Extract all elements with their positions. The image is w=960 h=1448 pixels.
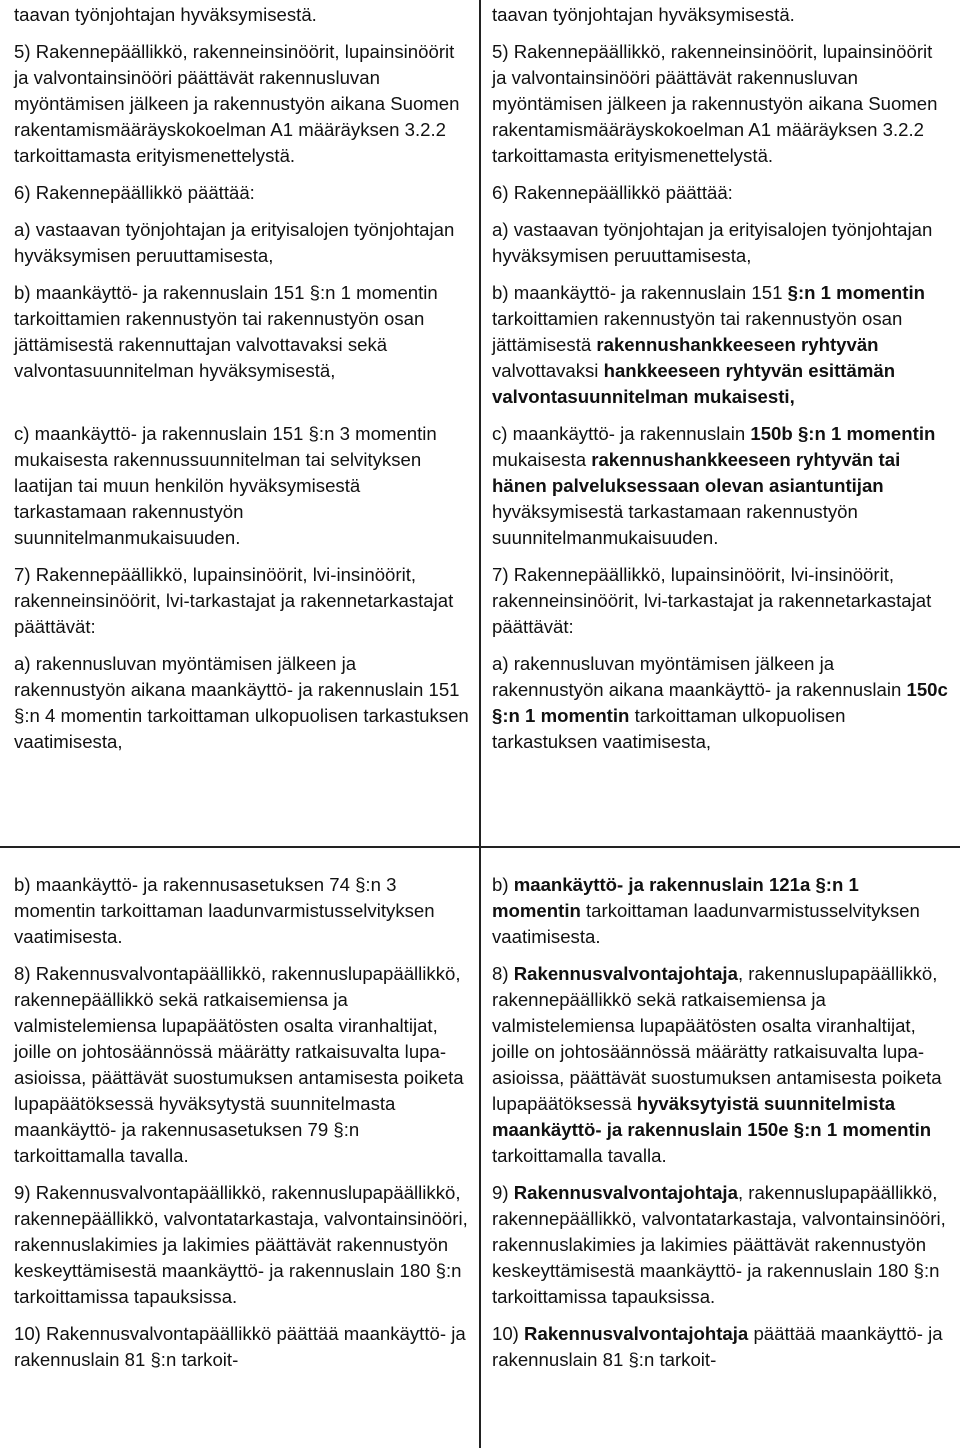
paragraph: c) maankäyttö- ja rakennuslain 150b §:n 1 momentin mukaisesta rakennushankkeeseen ryhtyvän tai hänen palveluksessaan olevan asiantuntijan hyväksymisestä tarkastamaan rakennustyön suunnitelmanmukaisuuden. <box>492 423 936 548</box>
paragraph: b) maankäyttö- ja rakennusasetuksen 74 §:n 3 momentin tarkoittaman laadunvarmistusselvityksen vaatimisesta. <box>14 874 435 947</box>
paragraph: 9) Rakennusvalvontajohtaja, rakennuslupapäällikkö, rakennepäällikkö, valvontatarkastaja, valvontainsinööri, rakennuslakimies ja lakimies päättävät rakennustyön keskeyttämisestä maankäyttö- ja rakennuslain 180 §:n tarkoittamissa tapauksissa. <box>492 1182 946 1307</box>
paragraph: 6) Rakennepäällikkö päättää: <box>14 182 255 203</box>
column-divider <box>479 0 481 1448</box>
paragraph: 6) Rakennepäällikkö päättää: <box>492 182 733 203</box>
paragraph: 8) Rakennusvalvontajohtaja, rakennuslupapäällikkö, rakennepäällikkö sekä ratkaisemiensa ja valmistelemiensa lupapäätösten osalta viranhaltijat, joille on johtosäännössä määrätty ratkaisuvalta lupa-asioissa, päättävät suostumuksen antamisesta poiketa lupapäätöksessä hyväksytyistä suunnitelmista maankäyttö- ja rakennuslain 150e §:n 1 momentin tarkoittamalla tavalla. <box>492 963 942 1166</box>
emphasis-text: rakennushankkeeseen ryhtyvän tai hänen palveluksessaan <box>492 449 901 496</box>
paragraph: b) maankäyttö- ja rakennuslain 151 §:n 1 momentin tarkoittamien rakennustyön tai rakennustyön osan jättämisestä rakennuttajan valvottavaksi sekä valvontasuunnitelman hyväksymisestä, <box>14 282 438 381</box>
paragraph: a) vastaavan työnjohtajan ja erityisalojen työnjohtajan hyväksymisen peruuttamisesta, <box>14 219 455 266</box>
emphasis-text: hyväksytyistä suunnitelmista maankäyttö- ja rakennuslain 150e §:n 1 momentin <box>492 1093 932 1140</box>
paragraph: b) maankäyttö- ja rakennuslain 151 §:n 1 momentin tarkoittamien rakennustyön tai rakennustyön osan jättämisestä rakennushankkeeseen ryhtyvän valvottavaksi hankkeeseen ryhtyvän esittämän valvontasuunnitelman mukaisesti, <box>492 282 926 407</box>
emphasis-text: maankäyttö- ja rakennuslain 121a §:n 1 momentin <box>492 874 859 921</box>
paragraph: taavan työnjohtajan hyväksymisestä. <box>14 4 317 25</box>
cell-bottom-left <box>14 872 470 1384</box>
emphasis-text: Rakennusvalvontajohtaja <box>513 963 738 984</box>
paragraph: 9) Rakennusvalvontapäällikkö, rakennuslupapäällikkö, rakennepäällikkö, valvontatarkastaja, valvontainsinööri, rakennuslakimies ja lakimies päättävät rakennustyön keskeyttämisestä maankäyttö- ja rakennuslain 180 §:n tarkoittamissa tapauksissa. <box>14 1182 468 1307</box>
emphasis-text: 150c §:n 1 momentin <box>492 679 948 726</box>
emphasis-text: olevan asiantuntijan <box>704 475 884 496</box>
paragraph: a) vastaavan työnjohtajan ja erityisalojen työnjohtajan hyväksymisen peruuttamisesta, <box>492 219 933 266</box>
emphasis-text: hankkeeseen ryhtyvän esittämän valvontasuunnitelman mukaisesti, <box>492 360 896 407</box>
paragraph: b) maankäyttö- ja rakennuslain 121a §:n 1 momentin tarkoittaman laadunvarmistusselvityksen vaatimisesta. <box>492 874 920 947</box>
paragraph: taavan työnjohtajan hyväksymisestä. <box>492 4 795 25</box>
emphasis-text: Rakennusvalvontajohtaja <box>513 1182 738 1203</box>
paragraph: 7) Rakennepäällikkö, lupainsinöörit, lvi-insinöörit, rakenneinsinöörit, lvi-tarkastajat ja rakennetarkastajat päättävät: <box>14 564 454 637</box>
paragraph: 5) Rakennepäällikkö, rakenneinsinöörit, lupainsinöörit ja valvontainsinööri päättävät rakennusluvan myöntämisen jälkeen ja rakennustyön aikana Suomen rakentamismääräyskokoelman A1 määräyksen 3.2.2 tarkoittamasta erityismenettelystä. <box>14 41 460 166</box>
paragraph: a) rakennusluvan myöntämisen jälkeen ja rakennustyön aikana maankäyttö- ja rakennuslain 150c §:n 1 momentin tarkoittaman ulkopuolisen tarkastuksen vaatimisesta, <box>492 653 948 752</box>
emphasis-text: rakennushankkeeseen ryhtyvän <box>596 334 879 355</box>
row-divider <box>0 846 960 848</box>
emphasis-text: §:n 1 momentin <box>797 423 936 444</box>
paragraph: 5) Rakennepäällikkö, rakenneinsinöörit, lupainsinöörit ja valvontainsinööri päättävät rakennusluvan myöntämisen jälkeen ja rakennustyön aikana Suomen rakentamismääräyskokoelman A1 määräyksen 3.2.2 tarkoittamasta erityismenettelystä. <box>492 41 938 166</box>
emphasis-text: 150b <box>750 423 793 444</box>
cell-top-right <box>492 2 948 766</box>
cell-bottom-right <box>492 872 948 1384</box>
paragraph: c) maankäyttö- ja rakennuslain 151 §:n 3 momentin mukaisesta rakennussuunnitelman tai selvityksen laatijan tai muun henkilön hyväksymisestä tarkastamaan rakennustyön suunnitelmanmukaisuuden. <box>14 423 437 548</box>
paragraph: 7) Rakennepäällikkö, lupainsinöörit, lvi-insinöörit, rakenneinsinöörit, lvi-tarkastajat ja rakennetarkastajat päättävät: <box>492 564 932 637</box>
paragraph: 10) Rakennusvalvontajohtaja päättää maankäyttö- ja rakennuslain 81 §:n tarkoit- <box>492 1323 943 1370</box>
paragraph: 8) Rakennusvalvontapäällikkö, rakennuslupapäällikkö, rakennepäällikkö sekä ratkaisemiensa ja valmistelemiensa lupapäätösten osalta viranhaltijat, joille on johtosäännössä määrätty ratkaisuvalta lupa-asioissa, päättävät suostumuksen antamisesta poiketa lupapäätöksessä hyväksytystä suunnitelmasta maankäyttö- ja rakennusasetuksen 79 §:n tarkoittamalla tavalla. <box>14 963 464 1166</box>
paragraph: 10) Rakennusvalvontapäällikkö päättää maankäyttö- ja rakennuslain 81 §:n tarkoit- <box>14 1323 466 1370</box>
cell-top-left <box>14 2 470 766</box>
emphasis-text: §:n 1 momentin <box>787 282 926 303</box>
emphasis-text: Rakennusvalvontajohtaja <box>524 1323 749 1344</box>
paragraph: a) rakennusluvan myöntämisen jälkeen ja rakennustyön aikana maankäyttö- ja rakennuslain 151 §:n 4 momentin tarkoittaman ulkopuolisen tarkastuksen vaatimisesta, <box>14 653 469 752</box>
